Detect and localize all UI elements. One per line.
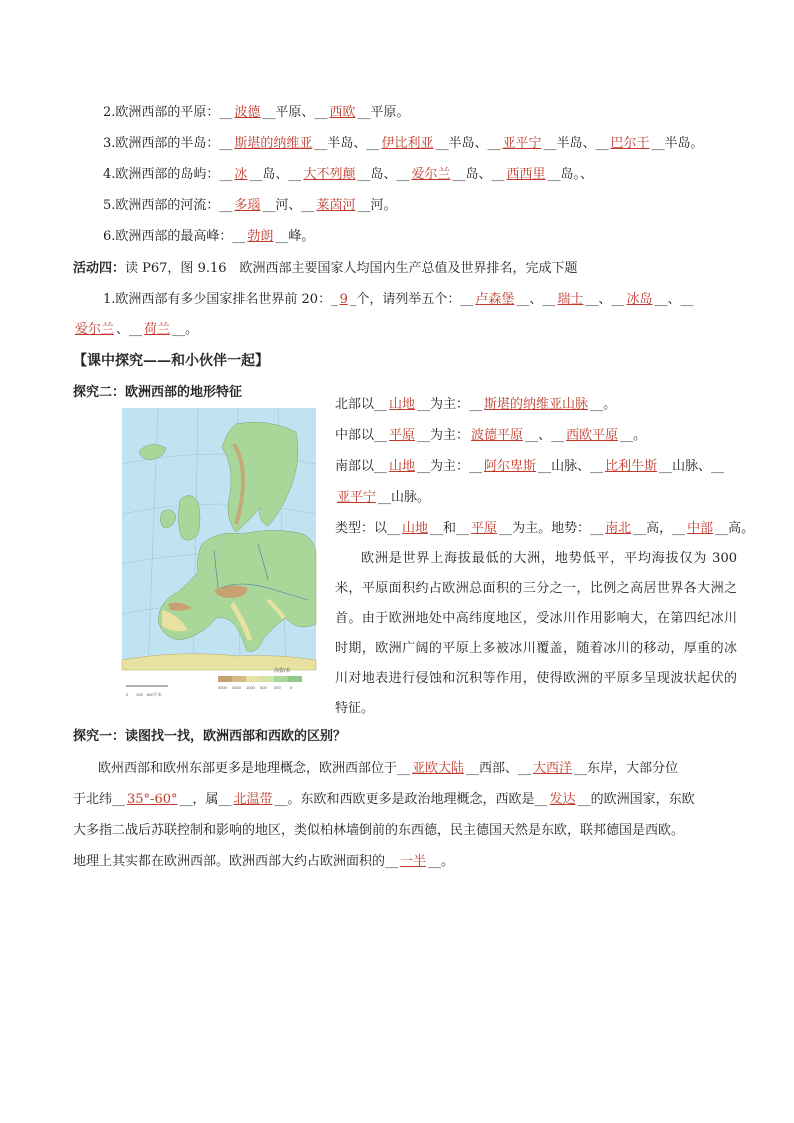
legend-value: 2000 [232,685,241,690]
explore1-line1: 欧州西部和欧州东部更多是地理概念，欧洲西部位于__ 亚欧大陆 __西部、__ 大西洋 __东岸，大部分位 [98,761,679,776]
ranking-question-cont: 爱尔兰 、__ 荷兰 __。 [75,322,199,337]
great-britain [178,495,200,540]
answer: 爱尔兰 [75,322,115,337]
answer: 亚平宁 [502,136,542,151]
answer: 冰岛 [626,292,653,307]
activity4-heading: 活动四：读 P67，图 9.16 欧洲西部主要国家人均国内生产总值及世界排名，完成下题 [73,261,578,276]
answer: 爱尔兰 [411,167,451,182]
legend-value: 0 [290,685,293,690]
plain-question: 2.欧洲西部的平原：__ 波德 __平原、__ 西欧 __平原。 [103,105,410,120]
river-question: 5.欧洲西部的河流：__ 多瑙 __河、__ 莱茵河 __河。 [103,198,397,213]
answer: 西西里 [506,167,546,182]
legend-value: 1000 [246,685,255,690]
answer: 冰 [234,167,248,182]
middle-terrain: 中部以__ 平原 __为主： 波德平原 __、__ 西欧平原 __。 [335,428,647,443]
answer: 卢森堡 [475,292,515,307]
island-question: 4.欧洲西部的岛屿：__ 冰 __岛、__ 大不列颠 __岛、__ 爱尔兰 __岛、__ 西西里 __岛。、 [103,167,594,182]
answer: 西欧 [329,105,356,120]
peninsula-question: 3.欧洲西部的半岛：__ 斯堪的纳维亚 __半岛、__ 伊比利亚 __半岛、__ 亚平宁 __半岛、__ 巴尔干 __半岛。 [103,136,704,151]
answer: 巴尔干 [610,136,650,151]
ranking-question: 1.欧洲西部有多少国家排名世界前 20：_ 9 _个，请列举五个：__ 卢森堡 __、__ 瑞士 __、__ 冰岛 __、__ [103,292,694,307]
answer: 多瑙 [234,198,261,213]
south-terrain: 南部以__ 山地 __为主：__ 阿尔卑斯 __山脉、__ 比利牛斯 __山脉、__ [335,459,725,474]
south-terrain-cont: 亚平宁 __山脉。 [337,490,431,505]
answer: 山地 [389,397,416,412]
answer: 北温带 [233,792,273,807]
answer: 南北 [605,521,632,536]
answer: 山地 [389,459,416,474]
explore2-title: 探究二：欧洲西部的地形特征 [73,385,243,400]
answer: 一半 [400,854,427,869]
europe-terrain-map [118,404,320,702]
answer: 西欧平原 [566,428,619,443]
answer: 亚欧大陆 [412,761,465,776]
answer: 亚平宁 [337,490,377,505]
answer: 瑞士 [557,292,584,307]
answer: 波德平原 [471,428,524,443]
answer: 9 [339,292,348,307]
answer: 大西洋 [533,761,573,776]
explore1-title: 探究一：读图找一找，欧洲西部和西欧的区别？ [73,729,347,744]
answer: 勃朗 [247,229,274,244]
answer: 平原 [389,428,416,443]
answer: 波德 [234,105,261,120]
answer: 斯堪的纳维亚山脉 [484,397,589,412]
legend-value: 500 [260,685,267,690]
answer: 斯堪的纳维亚 [234,136,313,151]
terrain-type: 类型：以__ 山地 __和__ 平原 __为主。地势：__ 南北 __高，__ 中部 __高。 [335,521,755,536]
answer: 荷兰 [144,322,171,337]
answer: 大不列颠 [303,167,356,182]
map-legend [218,676,302,682]
north-terrain: 北部以__ 山地 __为主：__ 斯堪的纳维亚山脉 __。 [335,397,617,412]
legend-value: 200 [274,685,281,690]
answer: 阿尔卑斯 [484,459,537,474]
legend-value: 3000 [218,685,227,690]
answer: 35°-60° [127,792,178,807]
explore1-line4: 地理上其实都在欧洲西部。欧洲西部大约占欧洲面积的__ 一半 __。 [73,854,455,869]
answer: 伊比利亚 [381,136,434,151]
peak-question: 6.欧洲西部的最高峰：__ 勃朗 __峰。 [103,229,315,244]
answer: 中部 [687,521,714,536]
answer: 发达 [549,792,576,807]
legend-label: 海拔/米 [274,668,291,674]
answer: 山地 [402,521,429,536]
explore1-line3: 大多指二战后苏联控制和影响的地区，类似柏林墙倒前的东西德，民主德国天然是东欧，联邦德国是西欧。 [73,823,685,838]
terrain-paragraph: 欧洲是世界上海拔最低的大洲，地势低平，平均海拔仅为 300 米，平原面积约占欧洲总面积的三分之一，比例之高居世界各大洲之首。由于欧洲地处中高纬度地区，受冰川作用影响大，在第四纪冰川时期，欧洲广阔的平原上多被冰川覆盖，随着冰川的移动，厚重的冰川对地表进行侵蚀和沉积等作用，使得欧洲的平原多呈现波状起伏的特征。 [335,551,737,716]
answer: 莱茵河 [316,198,356,213]
explore1-line2: 于北纬__ 35°-60° __，属__ 北温带 __。东欧和西欧更多是政治地理概念，西欧是__ 发达 __的欧洲国家，东欧 [73,792,695,807]
section-title: 【课中探究——和小伙伴一起】 [73,353,269,369]
answer: 比利牛斯 [605,459,658,474]
answer: 平原 [471,521,498,536]
scale-label: 0 300 600千米 [126,692,162,697]
